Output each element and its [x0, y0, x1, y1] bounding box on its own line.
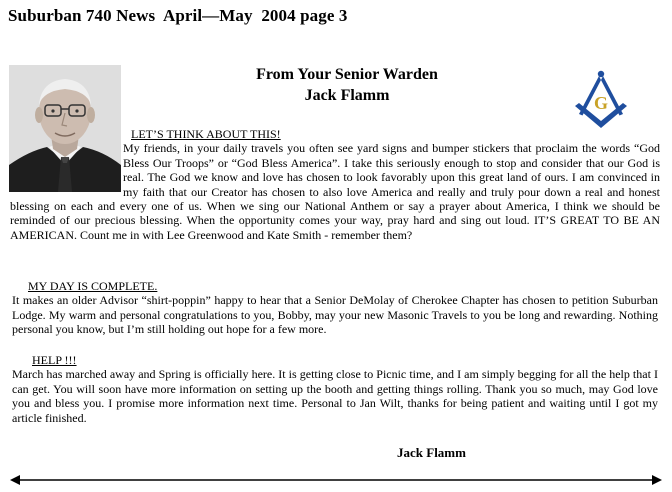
- signature: Jack Flamm: [397, 445, 466, 460]
- article-author: Jack Flamm: [304, 87, 390, 104]
- section-help: [12, 353, 658, 425]
- page-header: Suburban 740 News April—May 2004 page 3: [8, 6, 348, 25]
- bottom-divider-arrow: [10, 473, 662, 485]
- square-and-compasses-icon: [573, 68, 629, 130]
- section3-heading: HELP !!!: [32, 353, 77, 367]
- section3-text: March has marched away and Spring is officially here. It is getting close to Picnic time, and I am simply begging for all the help that I can get. You will soon have more information on setting up the booth and getting things rolling. Thank you so much, may God love you and bless you. I promise more information next time. Personal to Jan Wilt, thanks for being patient and waiting until I got my article finished.: [12, 367, 658, 425]
- section-think-about-this: [10, 127, 660, 242]
- article-title: From Your Senior Warden: [256, 66, 438, 83]
- section1-text: My friends, in your daily travels you often see yard signs and bumper stickers that proclaim the words “God Bless Our Troops” or “God Bless America”. I take this seriously enough to stop and consider that our God is real. The God we know and love has chosen to look favorably upon this great land of ours. I am convinced in my faith that our Creator has chosen to also love America and really and truly pour down a real and honest blessing on each and every one of us. When we sing our National Anthem or say a prayer about America, I think we should be reminded of our precious blessing. When the opportunity comes your way, pray hard and sing out loud. IT’S GREAT TO BE AN AMERICAN. Count me in with Lee Greenwood and Kate Smith - remember them?: [10, 141, 660, 242]
- emblem-letter: G: [593, 93, 609, 113]
- section-my-day-is-complete: [12, 279, 658, 337]
- section2-heading: MY DAY IS COMPLETE.: [28, 279, 158, 293]
- section1-heading: LET’S THINK ABOUT THIS!: [131, 127, 281, 141]
- section2-text: It makes an older Advisor “shirt-poppin” happy to hear that a Senior DeMolay of Cherokee Chapter has chosen to petition Suburban Lodge. My warm and personal congratulations to you, Bobby, may your new Masonic Travels to you be long and rewarding. Nothing personal you know, but I’m still holding out hope for a few more.: [12, 293, 658, 337]
